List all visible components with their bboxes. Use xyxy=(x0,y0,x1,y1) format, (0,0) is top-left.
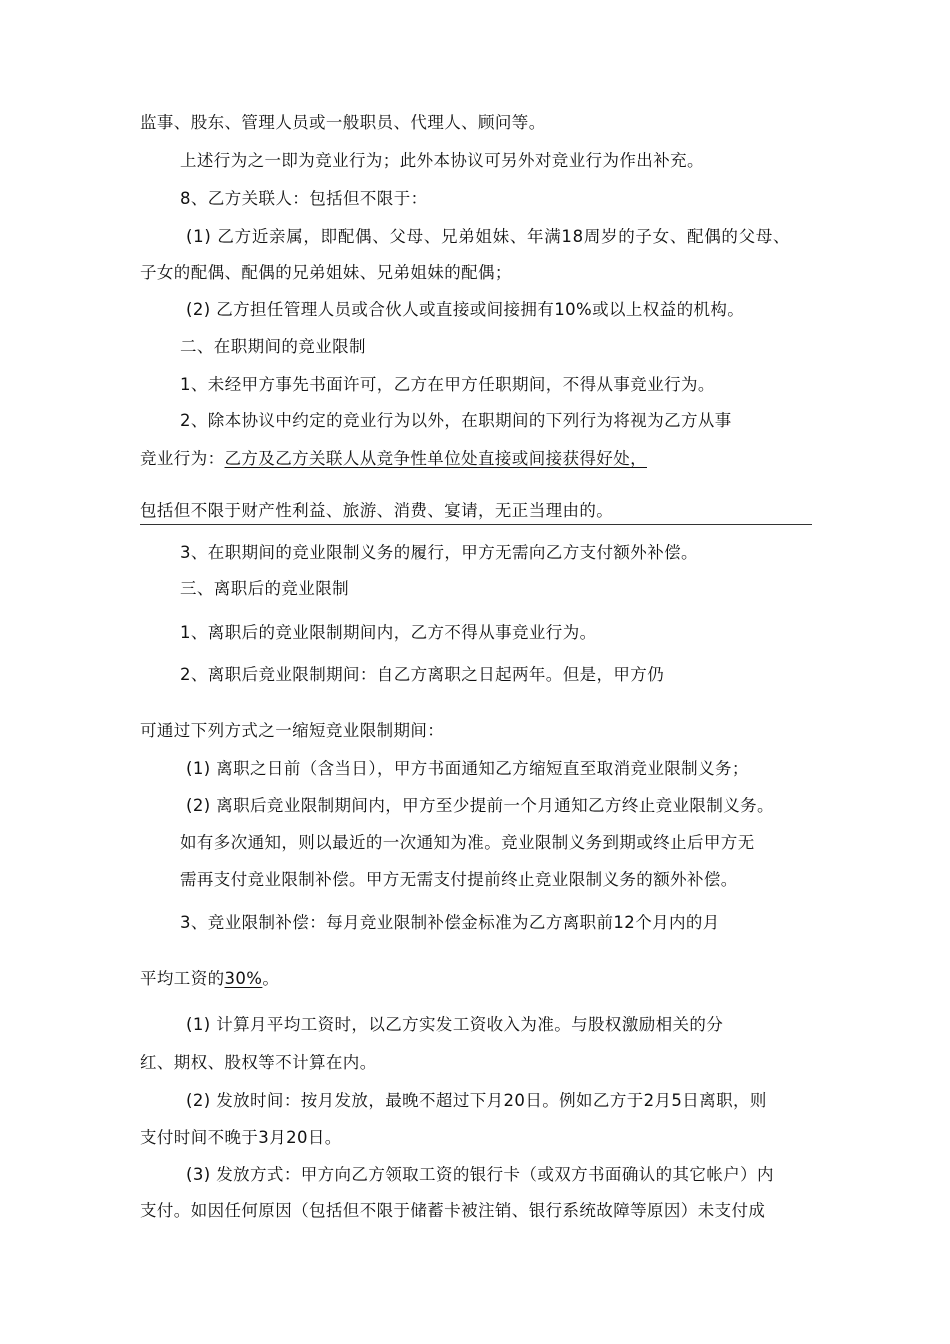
text-line-27: (3) 发放方式：甲方向乙方领取工资的银行卡（或双方书面确认的其它帐户）内 xyxy=(186,1165,774,1184)
text-line-25: (2) 发放时间：按月发放，最晚不超过下月20日。例如乙方于2月5日离职，则 xyxy=(186,1091,767,1110)
text-span-plain: 竞业行为： xyxy=(140,449,225,468)
text-line-23: (1) 计算月平均工资时，以乙方实发工资收入为准。与股权激励相关的分 xyxy=(186,1015,724,1034)
text-line-10 xyxy=(140,448,647,470)
text-line-3: 8、乙方关联人：包括但不限于： xyxy=(180,189,428,208)
underlined-text: 乙方及乙方关联人从竞争性单位处直接或间接获得好处， xyxy=(224,449,647,468)
section-heading-3: 三、离职后的竞业限制 xyxy=(180,579,349,598)
text-line-17: (1) 离职之日前（含当日），甲方书面通知乙方缩短直至取消竞业限制义务； xyxy=(186,759,749,778)
text-line-2: 上述行为之一即为竞业行为；此外本协议可另外对竞业行为作出补充。 xyxy=(180,151,704,170)
text-line-14: 1、离职后的竞业限制期间内，乙方不得从事竞业行为。 xyxy=(180,623,597,642)
text-line-18: (2) 离职后竞业限制期间内，甲方至少提前一个月通知乙方终止竞业限制义务。 xyxy=(186,796,774,815)
text-line-22 xyxy=(140,968,279,990)
text-line-21: 3、竞业限制补偿：每月竞业限制补偿金标准为乙方离职前12个月内的月 xyxy=(180,913,720,932)
text-line-15: 2、离职后竞业限制期间：自乙方离职之日起两年。但是，甲方仍 xyxy=(180,665,665,684)
text-line-4: (1) 乙方近亲属，即配偶、父母、兄弟姐妹、年满18周岁的子女、配偶的父母、 xyxy=(186,227,791,246)
text-line-20: 需再支付竞业限制补偿。甲方无需支付提前终止竞业限制义务的额外补偿。 xyxy=(180,870,738,889)
text-line-8: 1、未经甲方事先书面许可，乙方在甲方任职期间，不得从事竞业行为。 xyxy=(180,375,715,394)
text-line-6: (2) 乙方担任管理人员或合伙人或直接或间接拥有10%或以上权益的机构。 xyxy=(186,300,745,319)
text-line-16: 可通过下列方式之一缩短竞业限制期间： xyxy=(140,721,445,740)
underlined-percent: 30% xyxy=(224,969,263,988)
text-line-12: 3、在职期间的竞业限制义务的履行，甲方无需向乙方支付额外补偿。 xyxy=(180,543,698,562)
text-line-1: 监事、股东、管理人员或一般职员、代理人、顾问等。 xyxy=(140,113,546,132)
text-line-19: 如有多次通知，则以最近的一次通知为准。竞业限制义务到期或终止后甲方无 xyxy=(180,833,755,852)
text-line-11: 包括但不限于财产性利益、旅游、消费、宴请，无正当理由的。 xyxy=(140,501,614,520)
text-line-5: 子女的配偶、配偶的兄弟姐妹、兄弟姐妹的配偶； xyxy=(140,263,512,282)
horizontal-rule xyxy=(140,524,812,525)
text-span-plain: 平均工资的 xyxy=(140,969,225,988)
text-line-28: 支付。如因任何原因（包括但不限于储蓄卡被注销、银行系统故障等原因）未支付成 xyxy=(140,1201,766,1220)
text-line-24: 红、期权、股权等不计算在内。 xyxy=(140,1053,377,1072)
text-line-26: 支付时间不晚于3月20日。 xyxy=(140,1128,342,1147)
text-line-9: 2、除本协议中约定的竞业行为以外，在职期间的下列行为将视为乙方从事 xyxy=(180,411,732,430)
section-heading-2: 二、在职期间的竞业限制 xyxy=(180,337,366,356)
text-span-period: 。 xyxy=(262,969,280,988)
